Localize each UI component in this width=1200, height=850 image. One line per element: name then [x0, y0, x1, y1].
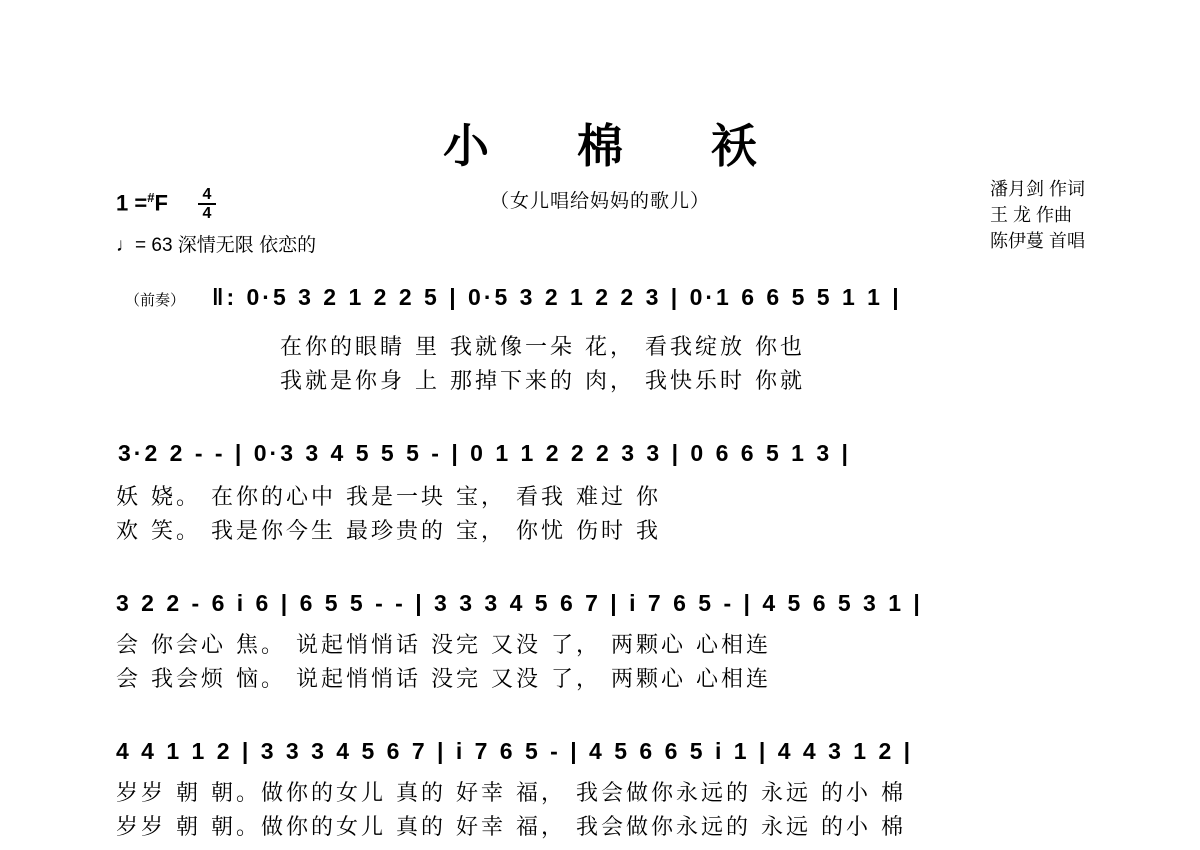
- key-prefix: 1 =: [116, 190, 148, 216]
- tempo-text: = 63 深情无限 依恋的: [135, 235, 317, 256]
- notation-row-1: ‖: 0·5 3 2 1 2 2 5 | 0·5 3 2 1 2 2 3 | 0·1 6 6 5 5 1 1 |: [212, 284, 902, 310]
- time-signature-bottom: 4: [202, 205, 212, 222]
- time-signature: [198, 187, 216, 221]
- sharp-sign: #: [147, 190, 155, 205]
- key-note: F: [154, 190, 168, 216]
- song-title: 小 棉 袄: [442, 119, 794, 173]
- lyrics-row-4-verse-1: 岁岁 朝 朝。做你的女儿 真的 好幸 福， 我会做你永远的 永远 的小 棉: [116, 781, 906, 806]
- quarter-note-icon: ♩: [116, 235, 135, 256]
- notation-row-3: 3 2 2 - 6 i 6 | 6 5 5 - - | 3 3 3 4 5 6 7 | i 7 6 5 - | 4 5 6 5 3 1 |: [116, 590, 923, 616]
- lyrics-row-1-verse-2: 我就是你身 上 那掉下来的 肉， 我快乐时 你就: [280, 369, 805, 394]
- composer-credit: 王 龙 作曲: [989, 205, 1072, 225]
- tempo-marking: [116, 230, 316, 257]
- notation-row-2: 3·2 2 - - | 0·3 3 4 5 5 5 - | 0 1 1 2 2 2 3 3 | 0 6 6 5 1 3 |: [118, 440, 851, 466]
- lyrics-row-2-verse-2: 欢 笑。 我是你今生 最珍贵的 宝， 你忧 伤时 我: [116, 519, 661, 544]
- lyricist-credit: 潘月剑 作词: [989, 179, 1085, 199]
- lyrics-row-4-verse-2: 岁岁 朝 朝。做你的女儿 真的 好幸 福， 我会做你永远的 永远 的小 棉: [116, 815, 906, 840]
- lyrics-row-3-verse-2: 会 我会烦 恼。 说起悄悄话 没完 又没 了， 两颗心 心相连: [116, 667, 771, 692]
- notation-row-4: 4 4 1 1 2 | 3 3 3 4 5 6 7 | i 7 6 5 - | 4 5 6 6 5 i 1 | 4 4 3 1 2 |: [116, 738, 914, 764]
- time-signature-top: 4: [202, 186, 212, 203]
- key-signature: [116, 190, 168, 216]
- song-subtitle: （女儿唱给妈妈的歌儿）: [489, 190, 710, 212]
- lyrics-row-2-verse-1: 妖 娆。 在你的心中 我是一块 宝， 看我 难过 你: [116, 485, 661, 510]
- singer-credit: 陈伊蔓 首唱: [989, 231, 1085, 251]
- lyrics-row-3-verse-1: 会 你会心 焦。 说起悄悄话 没完 又没 了， 两颗心 心相连: [116, 633, 771, 658]
- credits: [990, 176, 1085, 254]
- prelude-label: （前奏）: [125, 291, 186, 309]
- lyrics-row-1-verse-1: 在你的眼睛 里 我就像一朵 花， 看我绽放 你也: [280, 335, 805, 360]
